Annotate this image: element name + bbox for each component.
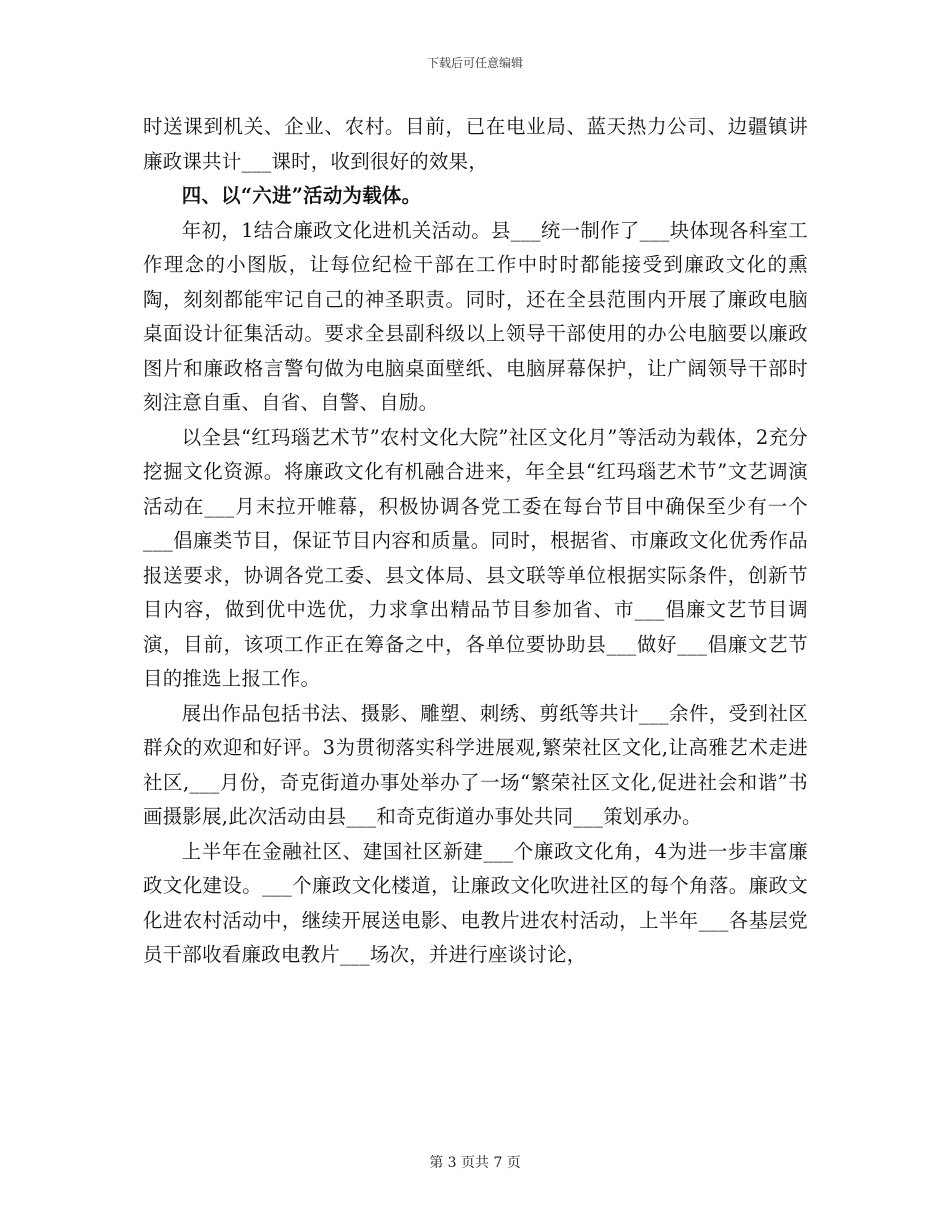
section-heading: 四、以“六进”活动为载体。 bbox=[181, 184, 422, 207]
document-body bbox=[143, 110, 808, 973]
page-number: 第 3 页共 7 页 bbox=[429, 1155, 521, 1171]
paragraph-art-festival: 以全县“红玛瑙艺术节”农村文化大院”社区文化月”等活动为载体，2充分挖掘文化资源。将廉政文化有机融合进来，年全县“红玛瑙艺术节”文艺调演活动在___月末拉开帷幕，积极协调各党工委在每台节目中确保至少有一个___倡廉类节目，保证节目内容和质量。同时，根据省、市廉政文化优秀作品报送要求，协调各党工委、县文体局、县文联等单位根据实际条件，创新节目内容，做到优中选优，力求拿出精品节目参加省、市___倡廉文艺节目调演，目前，该项工作正在筹备之中，各单位要协助县___做好___倡廉文艺节目的推选上报工作。 bbox=[143, 425, 808, 690]
page-header-note: 下载后可任意编辑 bbox=[426, 56, 523, 70]
paragraph-continuation: 时送课到机关、企业、农村。目前，已在电业局、蓝天热力公司、边疆镇讲廉政课共计___课时，收到很好的效果， bbox=[143, 115, 808, 173]
paragraph-agencies: 年初，1结合廉政文化进机关活动。县___统一制作了___块体现各科室工作理念的小图版，让每位纪检干部在工作中时时都能接受到廉政文化的熏陶，刻刻都能牢记自己的神圣职责。同时，还在全县范围内开展了廉政电脑桌面设计征集活动。要求全县副科级以上领导干部使用的办公电脑要以廉政图片和廉政格言警句做为电脑桌面壁纸、电脑屏幕保护，让广阔领导干部时刻注意自重、自省、自警、自励。 bbox=[143, 218, 808, 414]
paragraph-exhibition: 展出作品包括书法、摄影、雕塑、刺绣、剪纸等共计___余件，受到社区群众的欢迎和好评。3为贯彻落实科学进展观,繁荣社区文化,让高雅艺术走进社区,___月份，奇克街道办事处举办了一场“繁荣社区文化,促进社会和谐”书画摄影展,此次活动由县___和奇克街道办事处共同___策划承办。 bbox=[143, 701, 808, 828]
paragraph-community-corner: 上半年在金融社区、建国社区新建___个廉政文化角，4为进一步丰富廉政文化建设。___个廉政文化楼道，让廉政文化吹进社区的每个角落。廉政文化进农村活动中，继续开展送电影、电教片进农村活动，上半年___各基层党员干部收看廉政电教片___场次，并进行座谈讨论， bbox=[143, 839, 808, 966]
